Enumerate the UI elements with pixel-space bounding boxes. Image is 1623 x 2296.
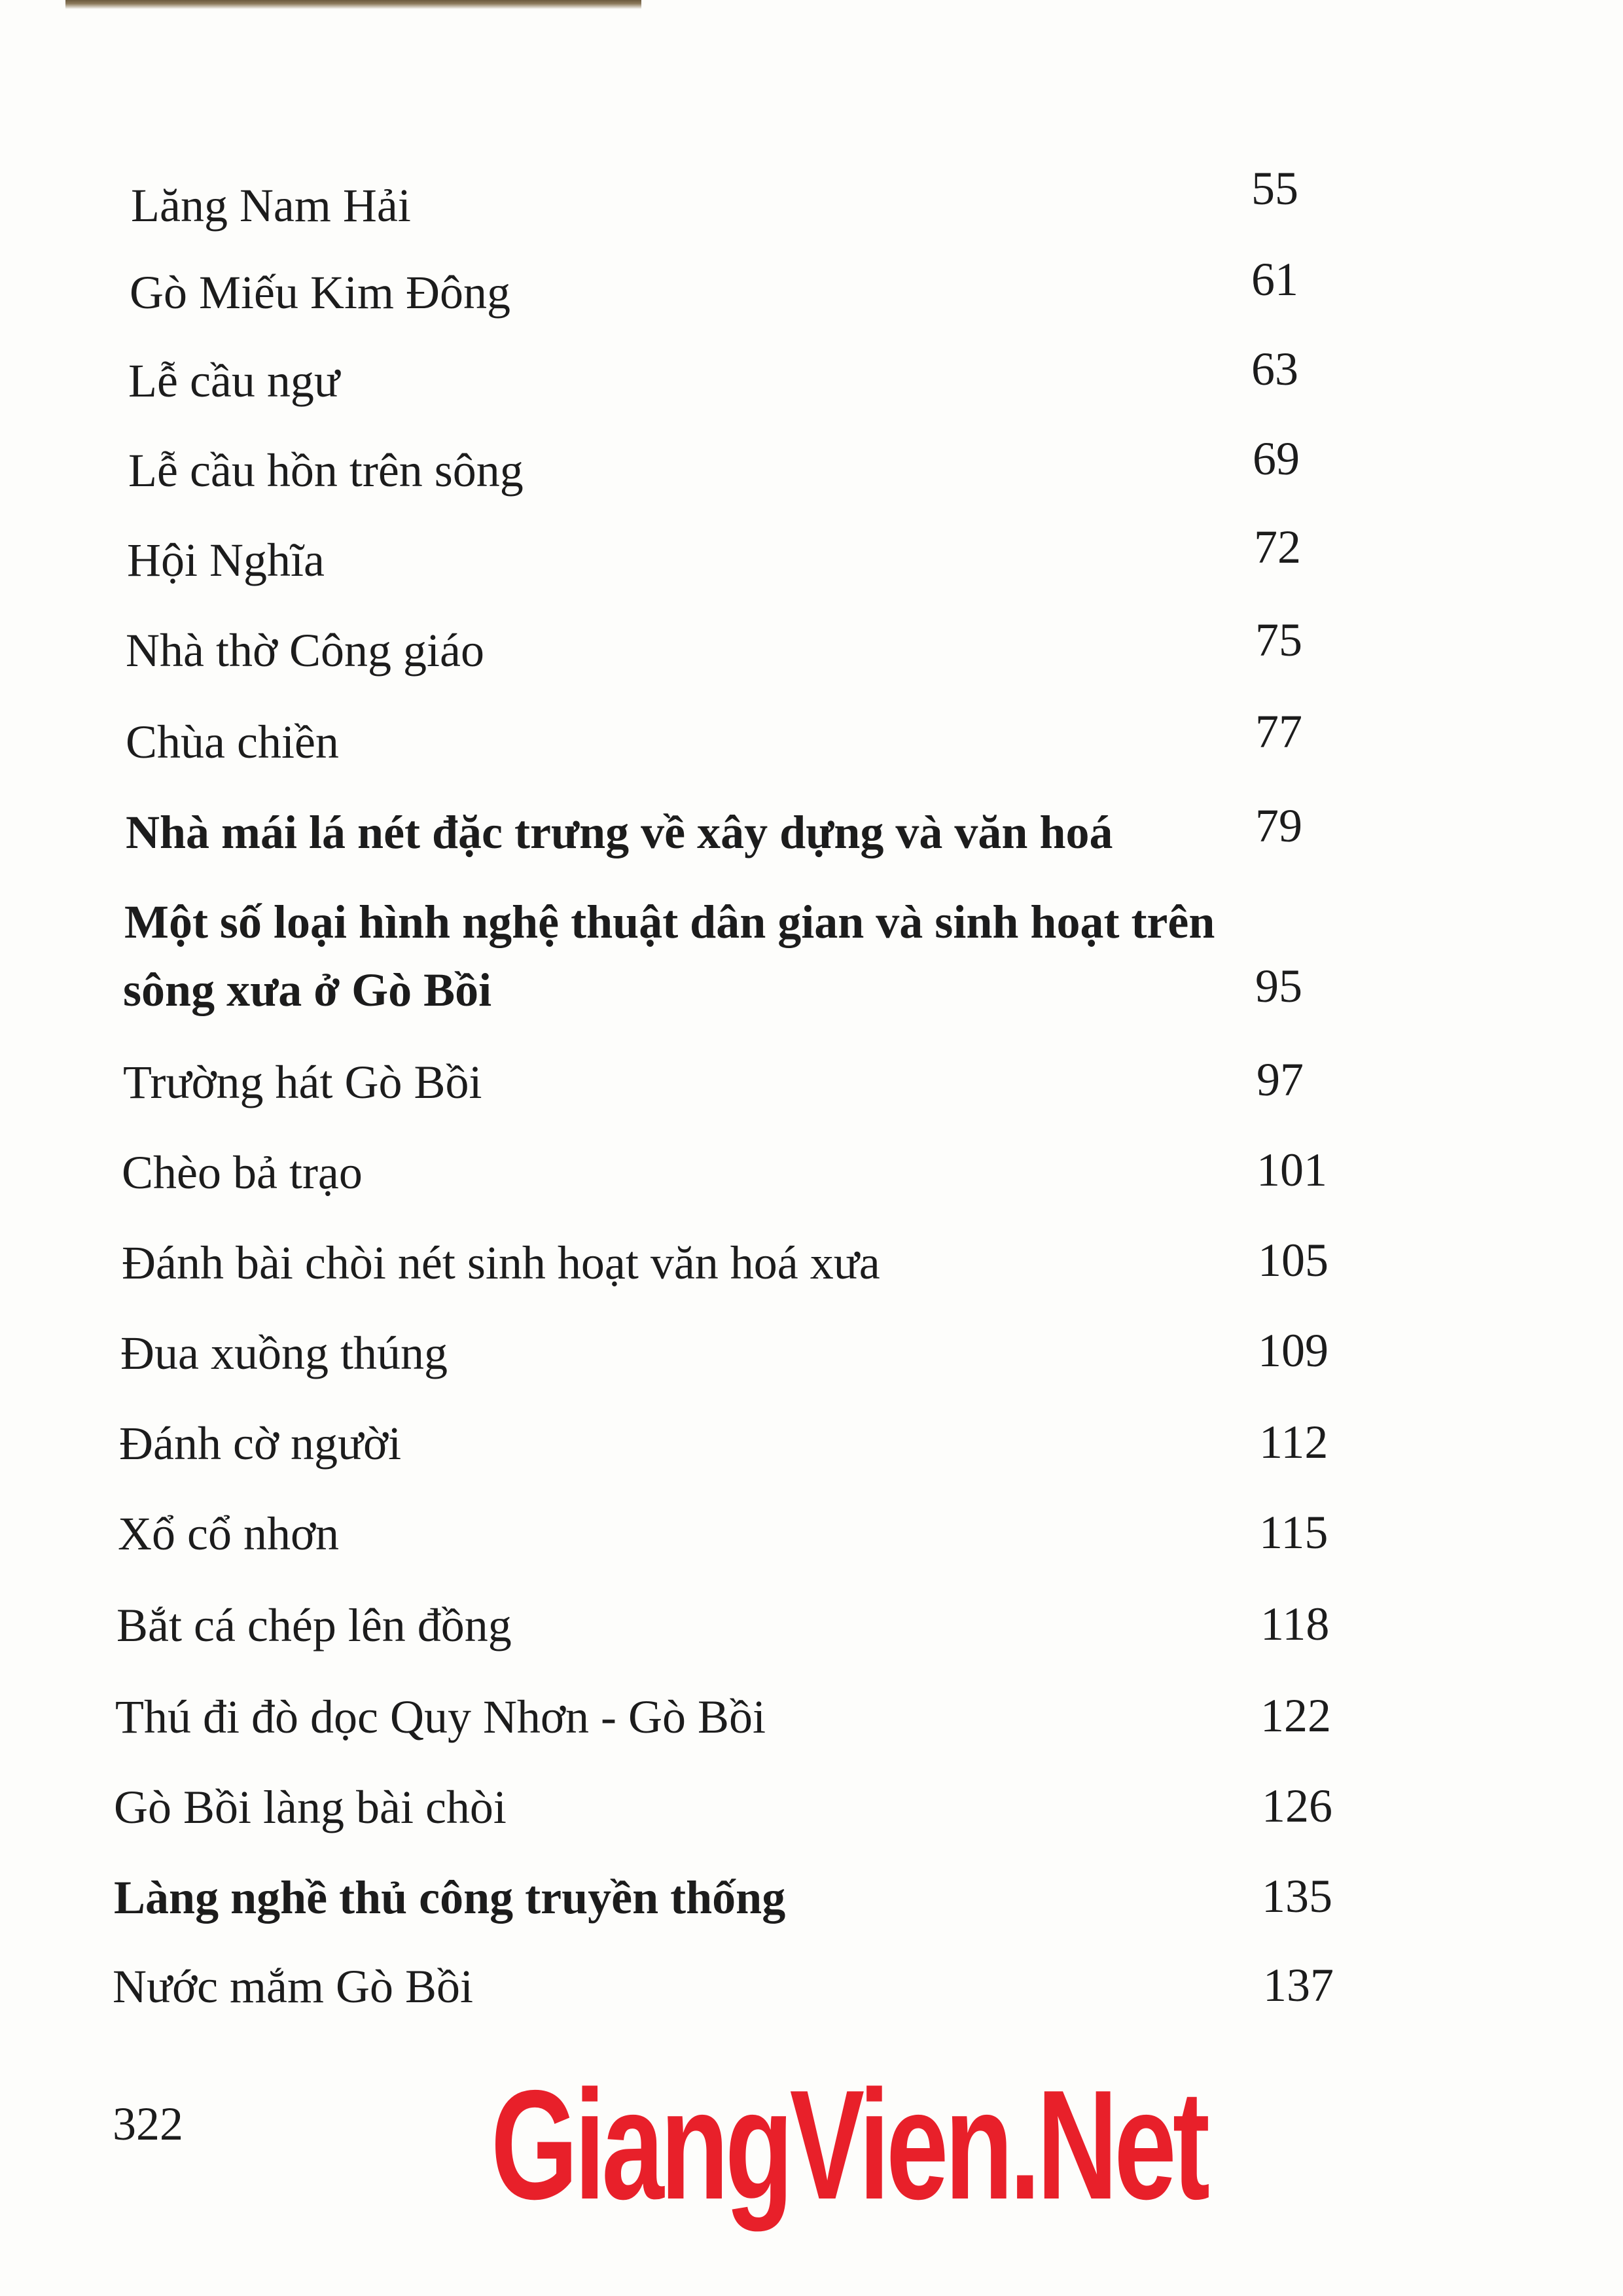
toc-entry-page: 109 bbox=[1258, 1324, 1329, 1377]
toc-entry-title-line2: sông xưa ở Gò Bồi bbox=[123, 964, 492, 1016]
toc-entry-page: 126 bbox=[1262, 1780, 1332, 1832]
toc-entry-title: Gò Miếu Kim Đông bbox=[130, 266, 510, 319]
toc-entry bbox=[0, 1053, 1623, 1132]
toc-entry bbox=[0, 162, 1623, 255]
toc-entry-page: 79 bbox=[1255, 800, 1302, 852]
toc-entry-page: 115 bbox=[1259, 1506, 1329, 1559]
toc-entry bbox=[0, 1688, 1623, 1767]
toc-entry-title: Lăng Nam Hải bbox=[131, 179, 411, 232]
toc-entry-page: 55 bbox=[1251, 162, 1298, 215]
toc-entry-page: 105 bbox=[1258, 1234, 1329, 1286]
toc-entry-page: 72 bbox=[1254, 521, 1301, 573]
toc-entry-title: Lễ cầu ngư bbox=[128, 355, 340, 407]
toc-entry-page: 69 bbox=[1253, 433, 1300, 485]
toc-entry bbox=[0, 1869, 1623, 1947]
toc-entry-page: 118 bbox=[1260, 1598, 1330, 1650]
toc-entry-title: Đánh bài chòi nét sinh hoạt văn hoá xưa bbox=[122, 1237, 880, 1289]
toc-entry-title: Nước mắm Gò Bồi bbox=[113, 1960, 474, 2013]
toc-entry bbox=[0, 521, 1623, 610]
watermark-logo: GiangVien.Net bbox=[491, 2058, 1207, 2232]
toc-entry bbox=[0, 1324, 1623, 1403]
toc-entry bbox=[0, 1778, 1623, 1857]
page-top-edge bbox=[65, 0, 641, 9]
toc-entry-page: 135 bbox=[1262, 1870, 1332, 1922]
toc-entry bbox=[0, 433, 1623, 520]
toc-entry-page: 95 bbox=[1255, 960, 1302, 1012]
toc-entry bbox=[0, 253, 1623, 344]
toc-entry-page: 61 bbox=[1251, 253, 1298, 306]
toc-entry-title: Nhà mái lá nét đặc trưng về xây dựng và văn hoá bbox=[126, 806, 1113, 858]
toc-entry-title: Nhà thờ Công giáo bbox=[126, 624, 485, 677]
toc-entry-title: Chèo bả trạo bbox=[122, 1146, 363, 1199]
toc-entry-title: Bắt cá chép lên đồng bbox=[116, 1599, 512, 1651]
toc-entry bbox=[0, 1234, 1623, 1313]
toc-entry bbox=[0, 1505, 1623, 1583]
toc-entry-page: 112 bbox=[1259, 1416, 1329, 1468]
toc-entry bbox=[0, 1144, 1623, 1222]
toc-entry bbox=[0, 343, 1623, 432]
toc-entry bbox=[0, 1415, 1623, 1493]
toc-entry-page: 75 bbox=[1255, 614, 1302, 666]
toc-entry-title: Xổ cổ nhơn bbox=[118, 1508, 340, 1560]
toc-entry-title: Lễ cầu hồn trên sông bbox=[128, 444, 524, 497]
toc-entry-page: 122 bbox=[1260, 1689, 1331, 1742]
toc-entry-title: Gò Bồi làng bài chòi bbox=[114, 1781, 507, 1833]
toc-entry bbox=[0, 800, 1623, 882]
toc-entry-title: Chùa chiền bbox=[126, 716, 339, 768]
toc-entry bbox=[0, 1597, 1623, 1675]
toc-entry-title-line1: Một số loại hình nghệ thuật dân gian và sinh hoạt trên bbox=[124, 896, 1215, 948]
toc-entry-title: Đua xuồng thúng bbox=[120, 1327, 448, 1379]
toc-entry-title: Đánh cờ người bbox=[119, 1417, 402, 1470]
toc-entry-page: 77 bbox=[1255, 705, 1302, 758]
toc-entry-title: Thú đi đò dọc Quy Nhơn - Gò Bồi bbox=[115, 1691, 766, 1743]
toc-entry-page: 101 bbox=[1257, 1144, 1327, 1196]
toc-entry-page: 97 bbox=[1257, 1053, 1304, 1106]
toc-entry-page: 137 bbox=[1263, 1959, 1334, 2011]
toc-entry bbox=[0, 705, 1623, 792]
toc-entry bbox=[0, 1958, 1623, 2036]
page-number: 322 bbox=[113, 2098, 183, 2150]
toc-entry bbox=[0, 893, 1623, 1050]
toc-entry-title: Trường hát Gò Bồi bbox=[123, 1056, 482, 1108]
toc-entry-title: Hội Nghĩa bbox=[127, 534, 325, 586]
toc-entry-title: Làng nghề thủ công truyền thống bbox=[114, 1871, 786, 1924]
toc-entry-page: 63 bbox=[1251, 343, 1298, 395]
toc-entry bbox=[0, 614, 1623, 701]
